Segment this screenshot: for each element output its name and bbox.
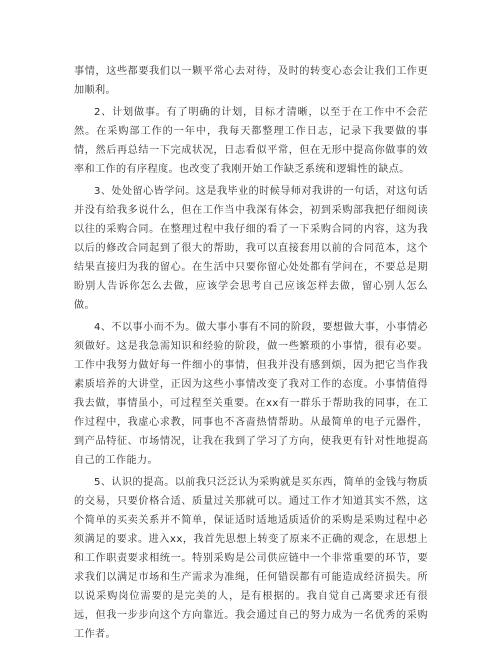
- paragraph-understanding: 5、认识的提高。以前我只泛泛认为采购就是买东西，简单的金钱与物质的交易，只要价格合适、质量过关那就可以。通过工作才知道其实不然，这个简单的买卖关系并不简单，保证适时适地适质适价的采购是采购过程中必须满足的要求。进入xx，我首先思想上转变了原来不正确的观念，在思想上和工作职责要求相统一。特别采购是公司供应链中一个非常重要的环节，要求我们以满足市场和生产需求为准绳，任何错误都有可能造成经济损失。所以说采购岗位需要的是完美的人，是有根据的。我自觉自己离要求还有很远，但我一步步向这个方向靠近。我会通过自己的努力成为一名优秀的采购工作者。: [74, 477, 428, 640]
- paragraph-continuation: 事情，这些都要我们以一颗平常心去对待，及时的转变心态会让我们工作更加顺利。: [74, 66, 428, 96]
- document-body: [74, 62, 428, 644]
- paragraph-plan-work: 2、计划做事。有了明确的计划，目标才清晰，以至于在工作中不会茫然。在采购部工作的一年中，我每天都整理工作日志，记录下我要做的事情，然后再总结一下完成状况，日志看似平常，但在无形中提高你做事的效率和工作的有序程度。也改变了我刚开始工作缺乏系统和逻辑性的缺点。: [74, 107, 428, 175]
- paragraph-attention-learning: 3、处处留心皆学问。这是我毕业的时候导师对我讲的一句话，对这句话并没有给我多说什么，但在工作当中我深有体会，初到采购部我把仔细阅读以往的采购合同。在整理过程中我仔细的看了一下采购合同的内容，这为我以后的修改合同起到了很大的帮助，我可以直接套用以前的合同范本，这个结果直接归为我的留心。在生活中只要你留心处处都有学问在，不要总是期盼别人告诉你怎么去做，应该学会思考自己应该怎样去做，留心别人怎么做。: [74, 186, 428, 311]
- paragraph-small-things: 4、不以事小而不为。做大事小事有不同的阶段，要想做大事，小事情必须做好。这是我急需知识和经验的阶段，做一些繁琐的小事情，很有必要。工作中我努力做好每一件细小的事情，但我并没有感到烦，因为把它当作我素质培养的大讲堂，正因为这些小事情改变了我对工作的态度。小事情值得我去做，事情虽小，可过程至关重要。在xx有一群乐于帮助我的同事，在工作过程中，我虚心求教，同事也不吝啬热情帮助。从最简单的电子元器件，到产品特征、市场情况，让我在我到了学习了方向，使我更有针对性地提高自己的工作能力。: [74, 322, 428, 466]
